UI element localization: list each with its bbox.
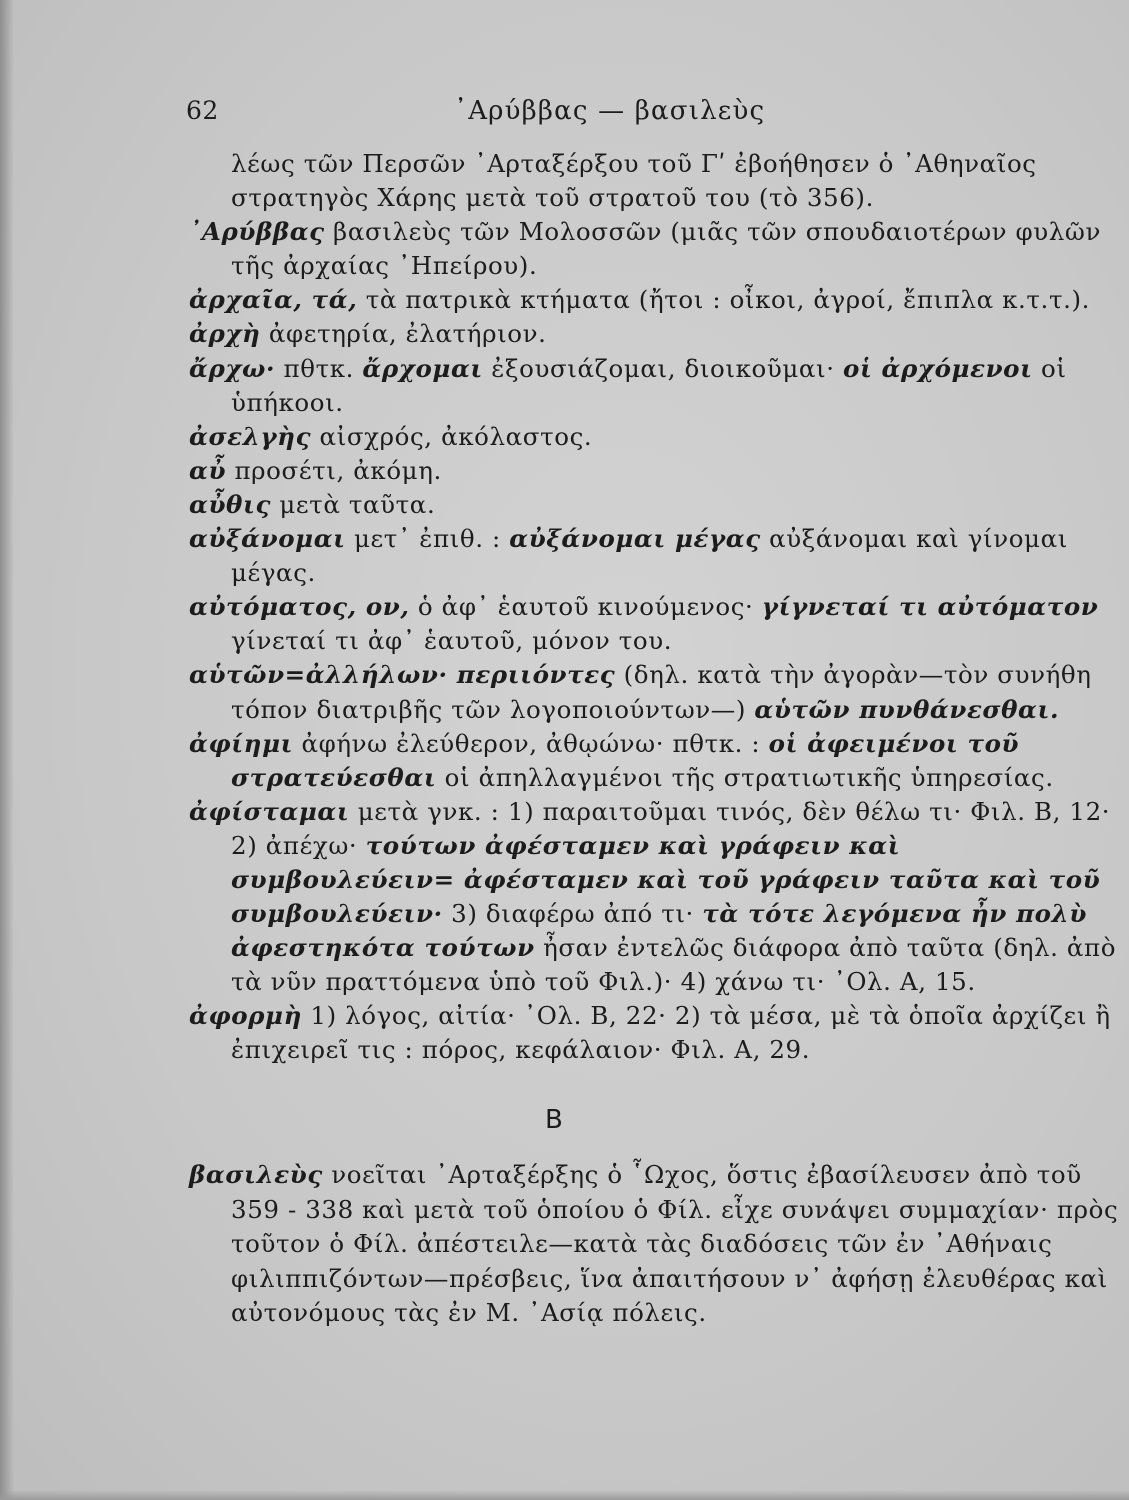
entry-term: βασιλεὺς — [189, 1160, 323, 1189]
entry-text: 3) διαφέρω ἀπό τι· — [442, 899, 703, 929]
entry-text: αὐξάνομαι καὶ γίνομαι μέγας. — [231, 524, 1068, 588]
entry-text: νοεῖται ᾿Αρταξέρξης ὁ ῟Ωχος, ὅστις ἐβασίλευσεν ἀπὸ τοῦ 359 - 338 καὶ μετὰ τοῦ ὁποίου ὁ Φίλ. εἶχε συνάψει συμμαχίαν· πρὸς τοῦτον ὁ Φίλ. ἀπέστειλε—κατὰ τὰς διαδόσεις τῶν ἐν ᾿Αθήναις φιλιππιζόντων—πρέσβεις, ἵνα ἀπαιτήσουν ν᾿ ἀφήσῃ ἐλευθέρας καὶ αὐτονόμους τὰς ἐν Μ. ᾿Ασίᾳ πόλεις. — [231, 1160, 1119, 1327]
entry-arche — [189, 317, 1121, 351]
entry-term: ἄρχω· — [189, 353, 276, 383]
entry-term: ἀσελγὴς — [189, 421, 312, 451]
page-shadow-bottom — [0, 1490, 1129, 1500]
glossary-entries — [189, 147, 1121, 1068]
entry-auxanomai — [189, 522, 1121, 590]
entry-aphorme — [189, 999, 1121, 1067]
entry-text: ἀφήνω ἐλεύθερον, ἀθῳώνω· πθτκ. : — [293, 728, 769, 758]
entry-cont — [189, 147, 1121, 215]
entry-text: ἦσαν ἐντελῶς διάφορα ἀπὸ ταῦτα (δηλ. ἀπὸ τὰ νῦν πραττόμενα ὑπὸ τοῦ Φιλ.)· 4) χάνω τι· ᾿Ολ. Α, 15. — [231, 933, 1117, 997]
entry-text: οἱ ἀπηλλαγμένοι τῆς στρατιωτικῆς ὑπηρεσίας. — [436, 762, 1054, 792]
entry-basileus — [189, 1158, 1121, 1331]
entry-text: τὰ πατρικὰ κτήματα (ἤτοι : οἶκοι, ἀγροί, ἔπιπλα κ.τ.τ.). — [357, 285, 1091, 315]
entry-term: αὑτῶν πυνθάνεσθαι. — [754, 694, 1060, 724]
entry-term: γίγνεταί τι αὐτόματον — [761, 592, 1099, 622]
entry-text: μετὰ γνκ. : 1) παραιτοῦμαι τινός, δὲν θέλω τι· Φιλ. Β, 12· 2) ἀπέχω· — [231, 796, 1111, 860]
section-letter: Β — [545, 1105, 563, 1135]
entry-term: ᾿Αρύββας — [189, 217, 325, 247]
entry-text: 1) λόγος, αἰτία· ᾿Ολ. Β, 22· 2) τὰ μέσα, μὲ τὰ ὁποῖα ἀρχίζει ἢ ἐπιχειρεῖ τις : πόρος, κεφάλαιον· Φιλ. Α, 29. — [231, 1001, 1111, 1065]
entry-text: προσέτι, ἀκόμη. — [226, 455, 442, 485]
entry-term: ἄρχομαι — [362, 353, 483, 383]
entry-term: ἀρχαῖα, τά, — [189, 285, 358, 315]
entry-text: μετὰ ταῦτα. — [270, 489, 436, 519]
entry-term: ἀφορμὴ — [189, 1001, 303, 1031]
entry-aselges — [189, 420, 1121, 454]
entry-term: αὐξάνομαι μέγας — [509, 524, 761, 554]
entry-term: αὖθις — [189, 489, 271, 519]
entry-term: οἱ ἀφειμένοι τοῦ στρατεύεσθαι — [231, 728, 1020, 792]
entry-term: ἀφίσταμαι — [189, 796, 350, 826]
entry-term: αὖ — [189, 455, 227, 485]
section-entries — [189, 1158, 1121, 1331]
entry-text: ἐξουσιάζομαι, διοικοῦμαι· — [482, 353, 844, 383]
entry-auton — [189, 658, 1121, 726]
entry-text: (δηλ. κατὰ τὴν ἀγορὰν—τὸν συνήθη τόπον διατριβῆς τῶν λογοποιούντων—) — [231, 660, 1092, 724]
entry-term: τὰ τότε λεγόμενα ἦν πολὺ ἀφεστηκότα τούτων — [231, 899, 1087, 963]
entry-aphiemi — [189, 727, 1121, 795]
entry-term: οἱ ἀρχόμενοι — [843, 353, 1033, 383]
entry-au — [189, 454, 1121, 488]
entry-term: αὐξάνομαι — [189, 524, 346, 554]
entry-text: βασιλεὺς τῶν Μολοσσῶν (μιᾶς τῶν σπουδαιοτέρων φυλῶν τῆς ἀρχαίας ᾿Ηπείρου). — [231, 217, 1101, 281]
entry-term: αὐτόματος, ον, — [189, 592, 410, 622]
entry-text: οἱ ὑπήκοοι. — [231, 353, 1067, 417]
entry-text: πθτκ. — [275, 353, 363, 383]
entry-term: αὑτῶν=ἀλλήλων· περιιόντες — [189, 660, 616, 690]
entry-archo — [189, 352, 1121, 420]
page-shadow-left — [0, 0, 14, 1500]
entry-text: ὁ ἀφ᾿ ἑαυτοῦ κινούμενος· — [409, 592, 762, 622]
entry-text: μετ᾿ ἐπιθ. : — [345, 524, 510, 554]
entry-arybbas — [189, 215, 1121, 283]
entry-text: αἰσχρός, ἀκόλαστος. — [311, 421, 593, 451]
page-header — [0, 96, 1129, 130]
entry-aphistamai — [189, 795, 1121, 1000]
entry-term: τούτων ἀφέσταμεν καὶ γράφειν καὶ συμβουλεύειν= ἀφέσταμεν καὶ τοῦ γράφειν ταῦτα καὶ τοῦ συμβουλεύειν· — [231, 830, 1101, 929]
entry-text: λέως τῶν Περσῶν ᾿Αρταξέρξου τοῦ Γʹ ἐβοήθησεν ὁ ᾿Αθηναῖος στρατηγὸς Χάρης μετὰ τοῦ στρατοῦ του (τὸ 356). — [231, 149, 1037, 213]
page-number: 62 — [186, 96, 219, 125]
entry-text: ἀφετηρία, ἐλατήριον. — [260, 319, 547, 349]
entry-text: γίνεταί τι ἀφ᾿ ἑαυτοῦ, μόνον του. — [231, 626, 673, 656]
entry-term: ἀφίημι — [189, 728, 294, 758]
entry-automatos — [189, 590, 1121, 658]
entry-authis — [189, 488, 1121, 522]
entry-archaia — [189, 283, 1121, 317]
running-head: ᾿Αρύββας — βασιλεὺς — [454, 96, 766, 126]
entry-term: ἀρχὴ — [189, 319, 261, 349]
